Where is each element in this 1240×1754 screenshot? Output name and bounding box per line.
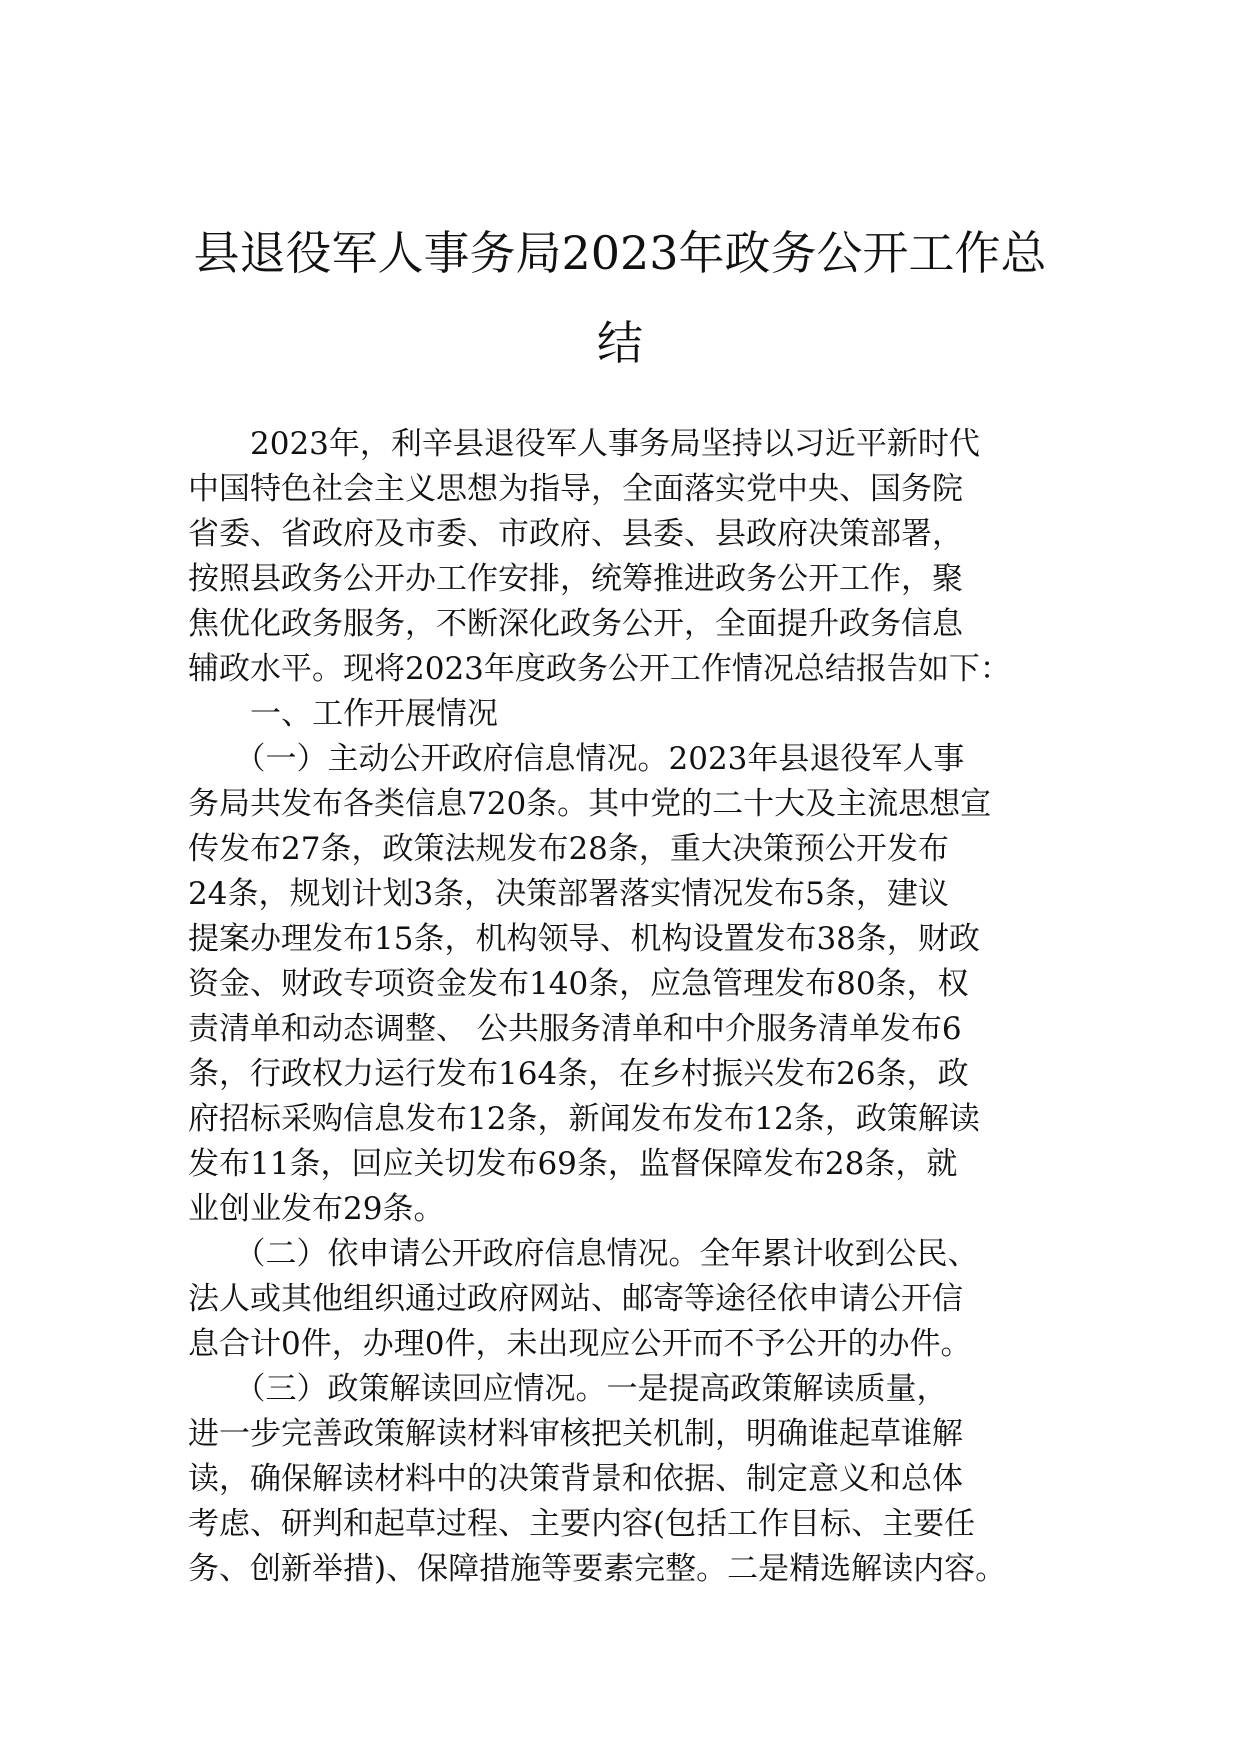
body-line: 2023年，利辛县退役军人事务局坚持以习近平新时代: [188, 426, 980, 462]
body-line: 省委、省政府及市委、市政府、县委、县政府决策部署，: [188, 516, 963, 552]
body-line: （一）主动公开政府信息情况。2023年县退役军人事: [188, 741, 965, 777]
body-line: 法人或其他组织通过政府网站、邮寄等途径依申请公开信: [188, 1281, 963, 1317]
body-line: 传发布27条，政策法规发布28条，重大决策预公开发布: [188, 831, 949, 867]
body-line: 中国特色社会主义思想为指导，全面落实党中央、国务院: [188, 471, 963, 507]
body-line: 进一步完善政策解读材料审核把关机制，明确谁起草谁解: [188, 1416, 963, 1452]
body-line: 府招标采购信息发布12条，新闻发布发布12条，政策解读: [188, 1101, 980, 1137]
body-line: 提案办理发布15条，机构领导、机构设置发布38条，财政: [188, 921, 980, 957]
body-line: 资金、财政专项资金发布140条，应急管理发布80条，权: [188, 966, 969, 1002]
body-line: （三）政策解读回应情况。一是提高政策解读质量，: [188, 1371, 948, 1407]
body-line: 读，确保解读材料中的决策背景和依据、制定意义和总体: [188, 1461, 963, 1497]
document-title: [150, 208, 1090, 388]
body-line: 业创业发布29条。: [188, 1191, 445, 1227]
title-line-2: 结: [597, 316, 643, 370]
body-line: 责清单和动态调整、 公共服务清单和中介服务清单发布6: [188, 1011, 962, 1047]
document-body: [188, 422, 1068, 1592]
body-line: 24条，规划计划3条，决策部署落实情况发布5条，建议: [188, 876, 949, 912]
body-line: 辅政水平。现将2023年度政务公开工作情况总结报告如下：: [188, 651, 1011, 687]
body-line: 条，行政权力运行发布164条，在乡村振兴发布26条，政: [188, 1056, 969, 1092]
body-line: 考虑、研判和起草过程、主要内容(包括工作目标、主要任: [188, 1506, 976, 1542]
body-line: 务、创新举措)、保障措施等要素完整。二是精选解读内容。: [188, 1551, 1007, 1587]
section-heading: 一、工作开展情况: [188, 696, 498, 732]
body-line: 焦优化政务服务，不断深化政务公开，全面提升政务信息: [188, 606, 963, 642]
body-line: （二）依申请公开政府信息情况。全年累计收到公民、: [188, 1236, 979, 1272]
body-line: 按照县政务公开办工作安排，统筹推进政务公开工作，聚: [188, 561, 963, 597]
body-line: 息合计0件，办理0件，未出现应公开而不予公开的办件。: [188, 1326, 972, 1362]
title-line-1: 县退役军人事务局2023年政务公开工作总: [193, 226, 1047, 280]
body-line: 发布11条，回应关切发布69条，监督保障发布28条，就: [188, 1146, 958, 1182]
body-line: 务局共发布各类信息720条。其中党的二十大及主流思想宣: [188, 786, 992, 822]
